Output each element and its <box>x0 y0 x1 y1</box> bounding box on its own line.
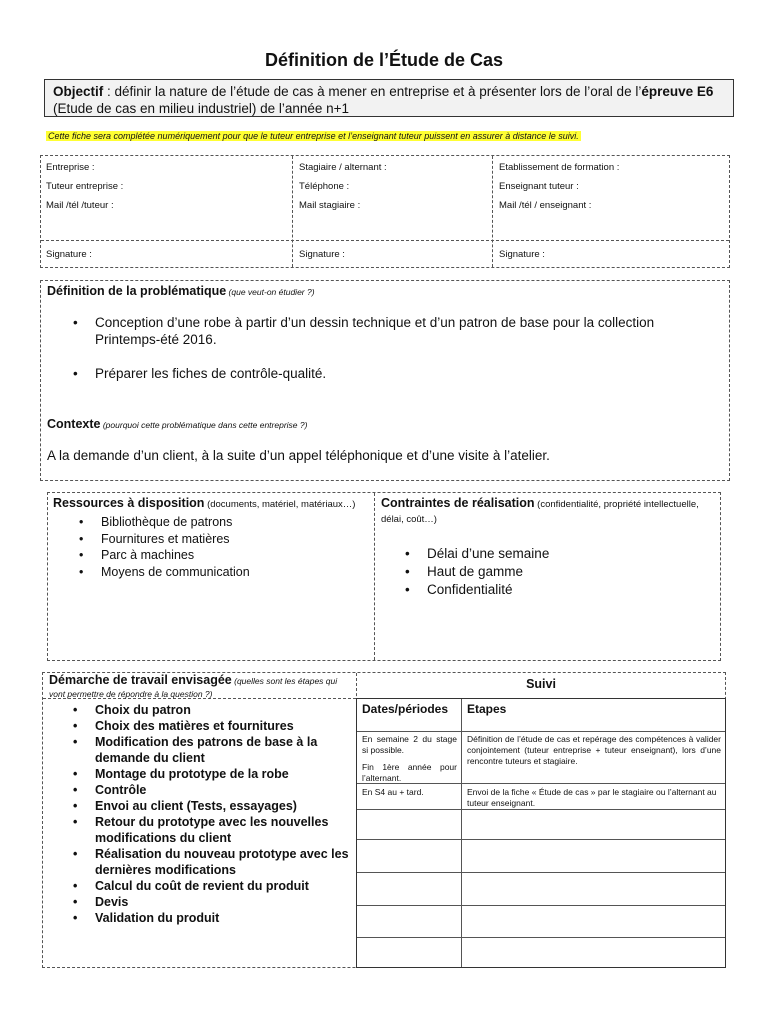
suivi-row2-date: En S4 au + tard. <box>362 787 424 797</box>
parties-table <box>40 155 730 268</box>
problematique-list <box>69 314 689 382</box>
ressources-cell <box>53 496 368 580</box>
objective-bold: épreuve E6 <box>641 84 714 99</box>
parties-col-school <box>499 158 619 215</box>
suivi-row1-date-b: Fin 1ère année pour l’alternant. <box>362 762 457 783</box>
list-item: • Devis <box>69 894 354 910</box>
signature-intern: Signature : <box>299 249 345 260</box>
contraintes-hint: (confidentialité, propriété intellectuelle, délai, coût…) <box>381 499 699 525</box>
parties-col-intern <box>299 158 387 215</box>
list-item: • Calcul du coût de revient du produit <box>69 878 354 894</box>
page-title: Définition de l’Étude de Cas <box>264 50 504 70</box>
signature-school: Signature : <box>499 249 545 260</box>
field-tuteur-entreprise: Tuteur entreprise : <box>46 181 124 192</box>
objective-text-2: (Etude de cas en milieu industriel) de l’année n+1 <box>53 101 350 116</box>
list-item: • Parc à machines <box>75 547 368 564</box>
contexte-text: A la demande d’un client, à la suite d’un appel téléphonique et d’une visite à l’atelier. <box>47 448 550 463</box>
field-entreprise: Entreprise : <box>46 162 95 173</box>
demarche-list <box>69 702 354 926</box>
highlight-note: Cette fiche sera complétée numériquement pour que le tuteur entreprise et l’enseignant tuteur puissent en assurer à distance le suivi. <box>48 131 579 141</box>
field-mail-stagiaire: Mail stagiaire : <box>299 200 361 211</box>
list-item: • Montage du prototype de la robe <box>69 766 354 782</box>
problematique-hint: (que veut-on étudier ?) <box>226 287 315 297</box>
suivi-row1-date-a: En semaine 2 du stage si possible. <box>362 734 457 755</box>
field-enseignant-tuteur: Enseignant tuteur : <box>499 181 579 192</box>
contexte-hint: (pourquoi cette problématique dans cette entreprise ?) <box>100 420 308 430</box>
field-stagiaire: Stagiaire / alternant : <box>299 162 387 173</box>
list-item: • Choix du patron <box>69 702 354 718</box>
suivi-row1-date <box>362 734 457 784</box>
field-telephone: Téléphone : <box>299 181 350 192</box>
list-item: • Conception d’une robe à partir d’un dessin technique et d’un patron de base pour la collection Printemps-été 2016. <box>69 314 689 348</box>
suivi-col-etapes: Etapes <box>467 702 507 716</box>
list-item: • Choix des matières et fournitures <box>69 718 354 734</box>
problematique-heading-line <box>47 282 315 300</box>
list-item: • Réalisation du nouveau prototype avec les dernières modifications <box>69 846 354 878</box>
list-item: • Modification des patrons de base à la demande du client <box>69 734 354 766</box>
contraintes-heading: Contraintes de réalisation <box>381 496 535 510</box>
list-item: • Moyens de communication <box>75 564 368 581</box>
objective-label: Objectif <box>53 84 104 99</box>
ressources-heading: Ressources à disposition <box>53 496 205 510</box>
list-item: • Retour du prototype avec les nouvelles modifications du client <box>69 814 354 846</box>
suivi-table <box>356 698 726 968</box>
list-item: • Contrôle <box>69 782 354 798</box>
resources-constraints-table <box>47 492 721 661</box>
demarche-hint: (quelles sont les étapes qui vont permettre de répondre à la question ?) <box>49 676 338 699</box>
suivi-row2-etape: Envoi de la fiche « Étude de cas » par le stagiaire ou l’alternant au tuteur enseignant. <box>467 787 717 808</box>
objective-box <box>44 79 734 117</box>
suivi-col-dates: Dates/périodes <box>362 702 449 716</box>
ressources-list <box>75 514 368 580</box>
contexte-heading: Contexte <box>47 417 101 431</box>
demarche-heading: Démarche de travail envisagée <box>49 673 232 687</box>
list-item: • Préparer les fiches de contrôle-qualité. <box>69 365 689 382</box>
suivi-heading: Suivi <box>526 677 556 691</box>
demarche-heading-cell <box>49 674 349 700</box>
list-item: • Confidentialité <box>401 581 716 599</box>
list-item: • Fournitures et matières <box>75 531 368 548</box>
contexte-heading-line <box>47 415 307 433</box>
field-etablissement: Etablissement de formation : <box>499 162 620 173</box>
field-mail-enseignant: Mail /tél / enseignant : <box>499 200 592 211</box>
problematique-box <box>40 280 730 481</box>
signature-company: Signature : <box>46 249 92 260</box>
contraintes-list <box>401 545 716 599</box>
contraintes-cell <box>381 496 716 599</box>
list-item: • Haut de gamme <box>401 563 716 581</box>
suivi-row1-etape: Définition de l’étude de cas et repérage des compétences à valider conjointement (tuteur entreprise + tuteur enseignant), lors d’une rencontre tuteurs et stagiaire. <box>467 734 721 766</box>
parties-col-company <box>46 158 123 215</box>
list-item: • Délai d’une semaine <box>401 545 716 563</box>
objective-text-1: : définir la nature de l’étude de cas à mener en entreprise et à présenter lors de l’oral de l’ <box>103 84 642 99</box>
ressources-hint: (documents, matériel, matériaux…) <box>204 499 356 510</box>
list-item: • Validation du produit <box>69 910 354 926</box>
list-item: • Bibliothèque de patrons <box>75 514 368 531</box>
list-item: • Envoi au client (Tests, essayages) <box>69 798 354 814</box>
problematique-heading: Définition de la problématique <box>47 284 227 298</box>
field-mail-tuteur: Mail /tél /tuteur : <box>46 200 114 211</box>
